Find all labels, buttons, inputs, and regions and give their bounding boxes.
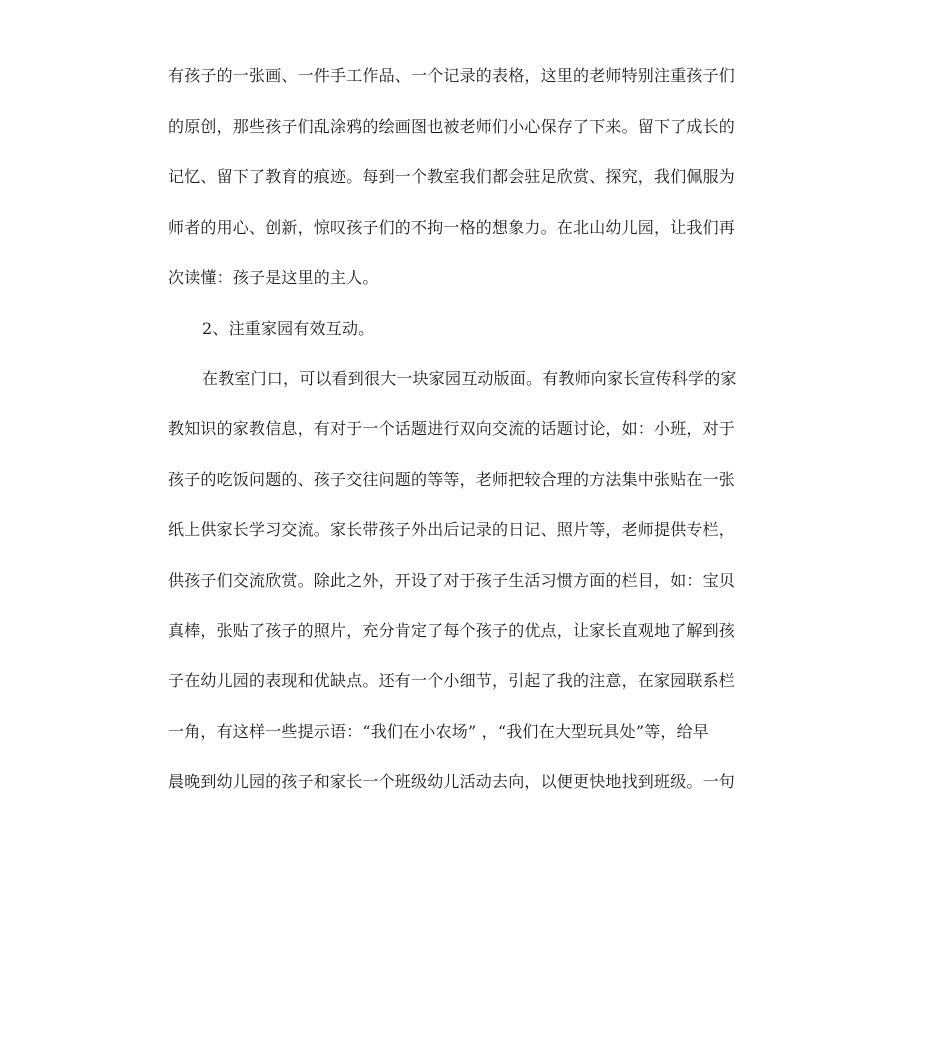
- text-line-12: 真棒，张贴了孩子的照片，充分肯定了每个孩子的优点，让家长直观地了解到孩: [168, 621, 736, 640]
- text-line-11: 供孩子们交流欣赏。除此之外，开设了对于孩子生活习惯方面的栏目，如：宝贝: [168, 571, 736, 590]
- text-line-7: 在教室门口，可以看到很大一块家园互动版面。有教师向家长宣传科学的家: [202, 369, 737, 388]
- text-line-4: 师者的用心、创新，惊叹孩子们的不拘一格的想象力。在北山幼儿园，让我们再: [168, 218, 736, 237]
- text-line-9: 孩子的吃饭问题的、孩子交往问题的等等，老师把较合理的方法集中张贴在一张: [168, 470, 736, 489]
- text-line-3: 记忆、留下了教育的痕迹。每到一个教室我们都会驻足欣赏、探究，我们佩服为: [168, 167, 736, 186]
- text-line-13: 子在幼儿园的表现和优缺点。还有一个小细节，引起了我的注意，在家园联系栏: [168, 671, 736, 690]
- text-line-15: 晨晚到幼儿园的孩子和家长一个班级幼儿活动去向，以便更快地找到班级。一句: [168, 772, 736, 791]
- text-line-2: 的原创，那些孩子们乱涂鸦的绘画图也被老师们小心保存了下来。留下了成长的: [168, 117, 736, 136]
- text-line-8: 教知识的家教信息，有对于一个话题进行双向交流的话题讨论，如：小班，对于: [168, 419, 736, 438]
- text-line-5: 次读懂：孩子是这里的主人。: [168, 268, 379, 287]
- section-heading: 2、注重家园有效互动。: [202, 319, 375, 338]
- text-line-14: 一角，有这样一些提示语：“我们在小农场” ，“我们在大型玩具处”等，给早: [168, 722, 710, 741]
- text-line-10: 纸上供家长学习交流。家长带孩子外出后记录的日记、照片等，老师提供专栏，: [168, 520, 736, 539]
- text-line-1: 有孩子的一张画、一件手工作品、一个记录的表格，这里的老师特别注重孩子们: [168, 66, 736, 85]
